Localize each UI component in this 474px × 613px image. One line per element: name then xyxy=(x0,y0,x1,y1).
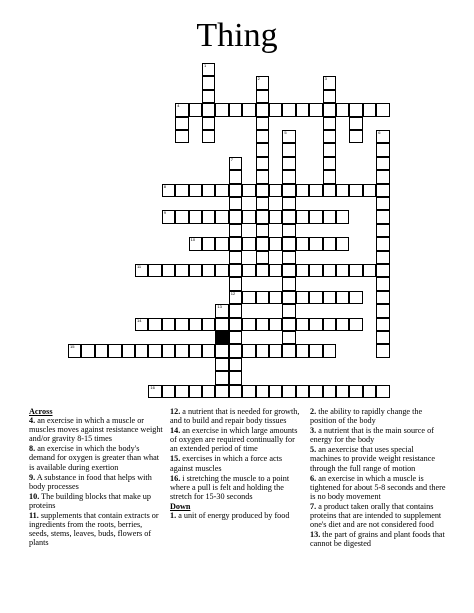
down-clue xyxy=(310,426,446,444)
grid-cell[interactable] xyxy=(323,76,336,89)
cell-number: 10 xyxy=(190,237,196,243)
grid-cell[interactable] xyxy=(336,103,349,116)
grid-cell[interactable] xyxy=(202,184,215,197)
grid-cell[interactable] xyxy=(282,385,295,398)
across-heading: Across xyxy=(29,407,53,416)
grid-cell[interactable] xyxy=(376,103,389,116)
clue-text: A substance in food that helps with body processes xyxy=(29,472,152,491)
grid-cell[interactable] xyxy=(376,251,389,264)
grid-cell[interactable] xyxy=(349,318,362,331)
grid-cell[interactable] xyxy=(376,224,389,237)
clue-text: the part of grains and plant foods that cannot be digested xyxy=(310,530,445,549)
grid-cell[interactable] xyxy=(215,358,228,371)
grid-cell[interactable] xyxy=(229,304,242,317)
clue-text: a nutrient that is needed for growth, and to build and repair body tissues xyxy=(170,407,300,426)
grid-cell[interactable] xyxy=(296,264,309,277)
grid-cell[interactable] xyxy=(323,103,336,116)
grid-cell[interactable] xyxy=(81,344,94,357)
grid-cell[interactable] xyxy=(296,385,309,398)
grid-cell[interactable] xyxy=(282,264,295,277)
grid-cell[interactable] xyxy=(282,197,295,210)
clue-text: The building blocks that make up proteins xyxy=(29,491,151,510)
grid-cell[interactable] xyxy=(229,264,242,277)
grid-cell[interactable] xyxy=(189,318,202,331)
grid-cell[interactable] xyxy=(256,291,269,304)
grid-cell[interactable] xyxy=(282,318,295,331)
grid-cell[interactable] xyxy=(202,385,215,398)
grid-cell[interactable] xyxy=(215,318,228,331)
cell-number: 7 xyxy=(230,156,234,162)
grid-cell[interactable] xyxy=(229,184,242,197)
grid-cell[interactable] xyxy=(162,318,175,331)
grid-cell[interactable] xyxy=(135,344,148,357)
grid-cell[interactable] xyxy=(309,184,322,197)
grid-cell[interactable] xyxy=(336,318,349,331)
grid-cell[interactable] xyxy=(95,344,108,357)
black-cell xyxy=(215,331,228,344)
grid-cell[interactable] xyxy=(309,344,322,357)
grid-cell[interactable] xyxy=(215,103,228,116)
grid-cell[interactable] xyxy=(175,184,188,197)
grid-cell[interactable] xyxy=(229,277,242,290)
down-clue xyxy=(310,407,446,425)
grid-cell[interactable] xyxy=(376,157,389,170)
grid-cell[interactable] xyxy=(376,130,389,143)
grid-cell[interactable] xyxy=(349,385,362,398)
grid-cell[interactable] xyxy=(229,103,242,116)
grid-cell[interactable] xyxy=(296,103,309,116)
grid-cell[interactable] xyxy=(269,318,282,331)
grid-cell[interactable] xyxy=(189,344,202,357)
grid-cell[interactable] xyxy=(309,318,322,331)
grid-cell[interactable] xyxy=(242,344,255,357)
across-clue xyxy=(29,492,163,510)
clue-text: an exercise in which large amounts of oxygen are required continually for an extended period of time xyxy=(170,426,298,454)
grid-cell[interactable] xyxy=(323,318,336,331)
cell-number: 11 xyxy=(137,264,142,269)
grid-cell[interactable] xyxy=(135,318,148,331)
grid-cell[interactable] xyxy=(323,143,336,156)
grid-cell[interactable] xyxy=(229,318,242,331)
grid-cell[interactable] xyxy=(175,344,188,357)
grid-cell[interactable] xyxy=(162,210,175,223)
grid-cell[interactable] xyxy=(296,237,309,250)
grid-cell[interactable] xyxy=(215,264,228,277)
grid-cell[interactable] xyxy=(175,264,188,277)
grid-cell[interactable] xyxy=(269,210,282,223)
across-clue xyxy=(170,454,304,472)
cell-number: 12 xyxy=(230,290,236,296)
grid-cell[interactable] xyxy=(269,264,282,277)
clues-column-2 xyxy=(170,407,304,521)
clue-text: a product taken orally that contains proteins that are intended to supplement one's diet and are not considered food xyxy=(310,501,442,530)
grid-cell[interactable] xyxy=(309,385,322,398)
grid-cell[interactable] xyxy=(323,130,336,143)
grid-cell[interactable] xyxy=(323,344,336,357)
grid-cell[interactable] xyxy=(256,143,269,156)
grid-cell[interactable] xyxy=(189,237,202,250)
across-clue xyxy=(29,511,163,547)
grid-cell[interactable] xyxy=(202,76,215,89)
grid-cell[interactable] xyxy=(336,291,349,304)
grid-cell[interactable] xyxy=(349,184,362,197)
grid-cell[interactable] xyxy=(349,291,362,304)
grid-cell[interactable] xyxy=(189,264,202,277)
clue-number: 4. xyxy=(29,416,36,426)
grid-cell[interactable] xyxy=(282,344,295,357)
grid-cell[interactable] xyxy=(256,264,269,277)
grid-cell[interactable] xyxy=(349,264,362,277)
grid-cell[interactable] xyxy=(363,264,376,277)
grid-cell[interactable] xyxy=(215,304,228,317)
grid-cell[interactable] xyxy=(148,385,161,398)
clue-number: 10. xyxy=(29,491,40,501)
clue-text: an exercise in which the body's demand for oxygen is greater than what is available during exertion xyxy=(29,444,160,472)
grid-cell[interactable] xyxy=(296,291,309,304)
grid-cell[interactable] xyxy=(175,385,188,398)
grid-cell[interactable] xyxy=(242,103,255,116)
down-clue xyxy=(310,445,446,472)
clue-number: 3. xyxy=(310,426,317,436)
grid-cell[interactable] xyxy=(202,103,215,116)
grid-cell[interactable] xyxy=(282,224,295,237)
grid-cell[interactable] xyxy=(309,210,322,223)
grid-cell[interactable] xyxy=(256,237,269,250)
clue-text: an exercise in which a muscle is tightened for about 5-8 seconds and there is no body movement xyxy=(310,473,446,501)
grid-cell[interactable] xyxy=(242,264,255,277)
grid-cell[interactable] xyxy=(282,103,295,116)
down-clue xyxy=(170,511,304,520)
grid-cell[interactable] xyxy=(189,385,202,398)
clues-column-1 xyxy=(29,407,163,548)
grid-cell[interactable] xyxy=(296,184,309,197)
grid-cell[interactable] xyxy=(215,184,228,197)
grid-cell[interactable] xyxy=(229,157,242,170)
clue-number: 11. xyxy=(29,511,39,521)
grid-cell[interactable] xyxy=(376,277,389,290)
grid-cell[interactable] xyxy=(229,358,242,371)
grid-cell[interactable] xyxy=(202,117,215,130)
grid-cell[interactable] xyxy=(282,291,295,304)
grid-cell[interactable] xyxy=(68,344,81,357)
down-clue xyxy=(310,474,446,501)
grid-cell[interactable] xyxy=(162,184,175,197)
grid-cell[interactable] xyxy=(256,103,269,116)
grid-cell[interactable] xyxy=(256,344,269,357)
cell-number: 6 xyxy=(378,130,381,135)
cell-number: 16 xyxy=(150,384,155,390)
grid-cell[interactable] xyxy=(323,291,336,304)
cell-number: 3 xyxy=(324,76,327,82)
grid-cell[interactable] xyxy=(309,237,322,250)
grid-cell[interactable] xyxy=(202,237,215,250)
grid-cell[interactable] xyxy=(323,385,336,398)
grid-cell[interactable] xyxy=(282,130,295,143)
grid-cell[interactable] xyxy=(256,224,269,237)
grid-cell[interactable] xyxy=(202,63,215,76)
grid-cell[interactable] xyxy=(175,130,188,143)
clue-text: an exercise in which a muscle or muscles moves against resistance weight and/or gravity 8-15 times xyxy=(29,416,163,444)
grid-cell[interactable] xyxy=(349,130,362,143)
grid-cell[interactable] xyxy=(256,117,269,130)
grid-cell[interactable] xyxy=(175,318,188,331)
grid-cell[interactable] xyxy=(256,251,269,264)
grid-cell[interactable] xyxy=(269,103,282,116)
grid-cell[interactable] xyxy=(269,237,282,250)
grid-cell[interactable] xyxy=(242,237,255,250)
grid-cell[interactable] xyxy=(282,184,295,197)
clue-text: a nutrient that is the main source of energy for the body xyxy=(310,426,434,445)
grid-cell[interactable] xyxy=(175,117,188,130)
cell-number: 13 xyxy=(217,304,222,310)
grid-cell[interactable] xyxy=(282,304,295,317)
grid-cell[interactable] xyxy=(148,318,161,331)
grid-cell[interactable] xyxy=(309,264,322,277)
grid-cell[interactable] xyxy=(242,184,255,197)
grid-cell[interactable] xyxy=(296,344,309,357)
cell-number: 1 xyxy=(204,63,207,68)
grid-cell[interactable] xyxy=(282,237,295,250)
grid-cell[interactable] xyxy=(323,237,336,250)
grid-cell[interactable] xyxy=(215,344,228,357)
grid-cell[interactable] xyxy=(135,264,148,277)
grid-cell[interactable] xyxy=(349,103,362,116)
grid-cell[interactable] xyxy=(282,143,295,156)
grid-cell[interactable] xyxy=(148,264,161,277)
grid-cell[interactable] xyxy=(349,117,362,130)
clue-number: 8. xyxy=(29,444,36,454)
grid-cell[interactable] xyxy=(229,210,242,223)
grid-cell[interactable] xyxy=(229,344,242,357)
grid-cell[interactable] xyxy=(229,197,242,210)
grid-cell[interactable] xyxy=(376,143,389,156)
grid-cell[interactable] xyxy=(215,371,228,384)
grid-cell[interactable] xyxy=(296,318,309,331)
grid-cell[interactable] xyxy=(148,344,161,357)
clue-text: a unit of energy produced by food xyxy=(176,511,290,521)
cell-number: 4 xyxy=(177,103,180,109)
down-heading: Down xyxy=(170,501,191,511)
grid-cell[interactable] xyxy=(242,210,255,223)
cell-number: 9 xyxy=(163,210,167,216)
grid-cell[interactable] xyxy=(269,385,282,398)
grid-cell[interactable] xyxy=(215,385,228,398)
across-clue xyxy=(170,426,304,453)
grid-cell[interactable] xyxy=(323,157,336,170)
grid-cell[interactable] xyxy=(242,385,255,398)
grid-cell[interactable] xyxy=(229,251,242,264)
grid-cell[interactable] xyxy=(309,103,322,116)
grid-cell[interactable] xyxy=(336,210,349,223)
grid-cell[interactable] xyxy=(376,184,389,197)
clue-text: supplements that contain extracts or ingredients from the roots, berries, seeds, stems, leaves, buds, flowers of plants xyxy=(29,511,159,548)
grid-cell[interactable] xyxy=(376,318,389,331)
across-clue xyxy=(29,416,163,443)
grid-cell[interactable] xyxy=(323,90,336,103)
grid-cell[interactable] xyxy=(376,210,389,223)
grid-cell[interactable] xyxy=(363,385,376,398)
clue-text: an aexercise that uses special machines to provide weight resistance through the full range of motion xyxy=(310,445,436,473)
clue-number: 15. xyxy=(170,454,181,464)
grid-cell[interactable] xyxy=(323,117,336,130)
grid-cell[interactable] xyxy=(296,210,309,223)
clue-number: 7. xyxy=(310,501,317,511)
grid-cell[interactable] xyxy=(202,90,215,103)
grid-cell[interactable] xyxy=(376,264,389,277)
grid-cell[interactable] xyxy=(376,291,389,304)
clue-number: 1. xyxy=(170,511,177,521)
grid-cell[interactable] xyxy=(122,344,135,357)
grid-cell[interactable] xyxy=(376,237,389,250)
grid-cell[interactable] xyxy=(229,237,242,250)
clue-number: 2. xyxy=(310,407,317,416)
grid-cell[interactable] xyxy=(269,291,282,304)
grid-cell[interactable] xyxy=(202,210,215,223)
grid-cell[interactable] xyxy=(175,103,188,116)
grid-cell[interactable] xyxy=(242,291,255,304)
grid-cell[interactable] xyxy=(189,103,202,116)
clue-text: i stretching the muscle to a point where a pull is felt and holding the stretch for 15-30 seconds xyxy=(170,473,290,501)
across-clue xyxy=(29,444,163,471)
grid-cell[interactable] xyxy=(376,170,389,183)
grid-cell[interactable] xyxy=(323,210,336,223)
grid-cell[interactable] xyxy=(323,184,336,197)
grid-cell[interactable] xyxy=(376,385,389,398)
grid-cell[interactable] xyxy=(162,385,175,398)
grid-cell[interactable] xyxy=(162,264,175,277)
grid-cell[interactable] xyxy=(229,170,242,183)
grid-cell[interactable] xyxy=(242,318,255,331)
grid-cell[interactable] xyxy=(256,170,269,183)
grid-cell[interactable] xyxy=(256,76,269,89)
grid-cell[interactable] xyxy=(202,264,215,277)
grid-cell[interactable] xyxy=(376,331,389,344)
grid-cell[interactable] xyxy=(256,197,269,210)
down-clue xyxy=(310,502,446,529)
grid-cell[interactable] xyxy=(376,197,389,210)
grid-cell[interactable] xyxy=(229,291,242,304)
grid-cell[interactable] xyxy=(256,157,269,170)
grid-cell[interactable] xyxy=(202,318,215,331)
down-clue xyxy=(310,530,446,548)
clue-text: the ability to rapidly change the position of the body xyxy=(310,407,423,426)
cell-number: 14 xyxy=(137,317,142,323)
grid-cell[interactable] xyxy=(256,210,269,223)
puzzle-title: Thing xyxy=(196,17,278,54)
grid-cell[interactable] xyxy=(282,331,295,344)
grid-cell[interactable] xyxy=(256,385,269,398)
grid-cell[interactable] xyxy=(323,170,336,183)
grid-cell[interactable] xyxy=(323,264,336,277)
cell-number: 5 xyxy=(284,130,287,135)
grid-cell[interactable] xyxy=(229,371,242,384)
grid-cell[interactable] xyxy=(336,184,349,197)
grid-cell[interactable] xyxy=(336,385,349,398)
grid-cell[interactable] xyxy=(282,157,295,170)
grid-cell[interactable] xyxy=(336,237,349,250)
grid-cell[interactable] xyxy=(202,344,215,357)
clue-number: 16. xyxy=(170,473,181,483)
cell-number: 8 xyxy=(163,183,167,189)
grid-cell[interactable] xyxy=(162,344,175,357)
cell-number: 2 xyxy=(257,76,260,82)
clue-number: 13. xyxy=(310,530,321,540)
grid-cell[interactable] xyxy=(309,291,322,304)
grid-cell[interactable] xyxy=(376,344,389,357)
grid-cell[interactable] xyxy=(229,385,242,398)
grid-cell[interactable] xyxy=(229,224,242,237)
clue-number: 5. xyxy=(310,445,317,455)
grid-cell[interactable] xyxy=(256,184,269,197)
grid-cell[interactable] xyxy=(363,184,376,197)
grid-cell[interactable] xyxy=(269,184,282,197)
across-clue xyxy=(29,473,163,491)
grid-cell[interactable] xyxy=(229,331,242,344)
grid-cell[interactable] xyxy=(376,304,389,317)
grid-cell[interactable] xyxy=(282,170,295,183)
grid-cell[interactable] xyxy=(215,210,228,223)
clue-number: 12. xyxy=(170,407,181,416)
grid-cell[interactable] xyxy=(282,210,295,223)
grid-cell[interactable] xyxy=(215,237,228,250)
grid-cell[interactable] xyxy=(282,277,295,290)
grid-cell[interactable] xyxy=(282,251,295,264)
clue-number: 6. xyxy=(310,473,317,483)
across-clue xyxy=(170,474,304,501)
grid-cell[interactable] xyxy=(269,344,282,357)
clues-column-3 xyxy=(310,407,446,549)
grid-cell[interactable] xyxy=(256,318,269,331)
across-clue xyxy=(170,407,304,425)
grid-cell[interactable] xyxy=(175,210,188,223)
clue-number: 9. xyxy=(29,472,36,482)
grid-cell[interactable] xyxy=(108,344,121,357)
grid-cell[interactable] xyxy=(363,103,376,116)
clue-number: 14. xyxy=(170,426,181,436)
clue-text: exercises in which a force acts against muscles xyxy=(170,454,283,473)
grid-cell[interactable] xyxy=(189,184,202,197)
grid-cell[interactable] xyxy=(256,90,269,103)
grid-cell[interactable] xyxy=(202,130,215,143)
grid-cell[interactable] xyxy=(189,210,202,223)
grid-cell[interactable] xyxy=(336,264,349,277)
grid-cell[interactable] xyxy=(256,130,269,143)
cell-number: 15 xyxy=(70,344,75,350)
